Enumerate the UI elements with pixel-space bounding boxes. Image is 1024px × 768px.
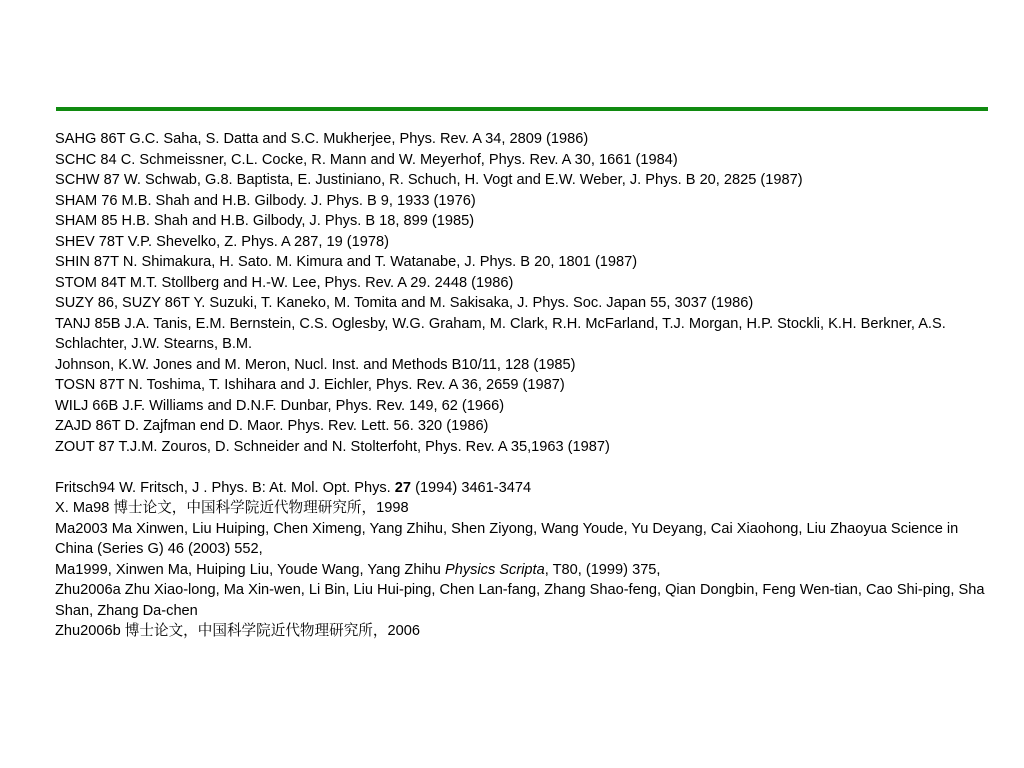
ref-schw87: SCHW 87 W. Schwab, G.8. Baptista, E. Justiniano, R. Schuch, H. Vogt and E.W. Weber, J. Phys. B 20, 2825 (1987) <box>55 172 803 188</box>
reference-list <box>55 129 985 642</box>
ref-ma1999-journal: Physics Scripta <box>444 561 545 578</box>
section-gap <box>55 457 985 478</box>
ref-zout87: ZOUT 87 T.J.M. Zouros, D. Schneider and N. Stolterfoht, Phys. Rev. A 35,1963 (1987) <box>55 438 610 455</box>
ref-fritsch94-volume: 27 <box>394 479 412 496</box>
ref-stom84t: STOM 84T M.T. Stollberg and H.-W. Lee, Phys. Rev. A 29. 2448 (1986) <box>55 274 514 291</box>
ref-tosn87t: TOSN 87T N. Toshima, T. Ishihara and J. Eichler, Phys. Rev. A 36, 2659 (1987) <box>55 377 565 393</box>
ref-sahg86t: SAHG 86T G.C. Saha, S. Datta and S.C. Mukherjee, Phys. Rev. A 34, 2809 (1986) <box>55 131 589 147</box>
ref-shin87t: SHIN 87T N. Shimakura, H. Sato. M. Kimura and T. Watanabe, J. Phys. B 20, 1801 (1987) <box>55 254 638 270</box>
ref-zhu2006a: Zhu2006a Zhu Xiao-long, Ma Xin-wen, Li Bin, Liu Hui-ping, Chen Lan-fang, Zhang Shao-feng, Qian Dongbin, Feng Wen-tian, Cao Shi-ping, Sha Shan, Zhang Da-chen <box>55 582 985 619</box>
ref-tanj85b: TANJ 85B J.A. Tanis, E.M. Bernstein, C.S. Oglesby, W.G. Graham, M. Clark, R.H. McFarland, T.J. Morgan, H.P. Stockli, K.H. Berkner, A.S. Schlachter, J.W. Stearns, B.M. <box>55 315 946 352</box>
ref-ma98-year: 1998 <box>376 500 409 516</box>
ref-zhu2006b <box>55 621 985 642</box>
ref-fritsch94-pages: (1994) 3461-3474 <box>411 479 532 496</box>
ref-ma1999-authors: Ma1999, Xinwen Ma, Huiping Liu, Youde Wang, Yang Zhihu <box>55 561 445 578</box>
ref-shev78t: SHEV 78T V.P. Shevelko, Z. Phys. A 287, 19 (1978) <box>55 233 389 250</box>
ref-fritsch94 <box>55 478 985 499</box>
ref-ma98-key: X. Ma98 <box>55 500 114 516</box>
ref-ma98 <box>55 498 985 519</box>
ref-ma1999-details: , T80, (1999) 375, <box>544 561 661 578</box>
ref-zhu2006b-thesis: 博士论文，中国科学院近代物理研究所， <box>124 622 388 639</box>
ref-sham76: SHAM 76 M.B. Shah and H.B. Gilbody. J. Phys. B 9, 1933 (1976) <box>55 192 476 209</box>
ref-zajd86t: ZAJD 86T D. Zajfman end D. Maor. Phys. Rev. Lett. 56. 320 (1986) <box>55 418 489 434</box>
ref-schc84: SCHC 84 C. Schmeissner, C.L. Cocke, R. Mann and W. Meyerhof, Phys. Rev. A 30, 1661 (1984) <box>55 151 678 168</box>
ref-zhu2006b-key: Zhu2006b <box>55 623 125 639</box>
ref-ma2003: Ma2003 Ma Xinwen, Liu Huiping, Chen Ximeng, Yang Zhihu, Shen Ziyong, Wang Youde, Yu Deyang, Cai Xiaohong, Liu Zhaoyua Science in China (Series G) 46 (2003) 552, <box>55 520 959 557</box>
ref-fritsch94-text: Fritsch94 W. Fritsch, J . Phys. B: At. Mol. Opt. Phys. <box>55 479 395 496</box>
ref-sham85: SHAM 85 H.B. Shah and H.B. Gilbody, J. Phys. B 18, 899 (1985) <box>55 213 475 229</box>
ref-wilj66b: WILJ 66B J.F. Williams and D.N.F. Dunbar, Phys. Rev. 149, 62 (1966) <box>55 397 505 414</box>
ref-zhu2006b-year: 2006 <box>387 623 420 639</box>
ref-ma98-thesis: 博士论文，中国科学院近代物理研究所， <box>113 499 377 516</box>
ref-suzy86: SUZY 86, SUZY 86T Y. Suzuki, T. Kaneko, M. Tomita and M. Sakisaka, J. Phys. Soc. Japan 55, 3037 (1986) <box>55 295 754 311</box>
green-divider-rule <box>56 107 988 111</box>
ref-ma1999 <box>55 560 985 581</box>
ref-tanj85b-continued: Johnson, K.W. Jones and M. Meron, Nucl. Inst. and Methods B10/11, 128 (1985) <box>55 356 576 373</box>
